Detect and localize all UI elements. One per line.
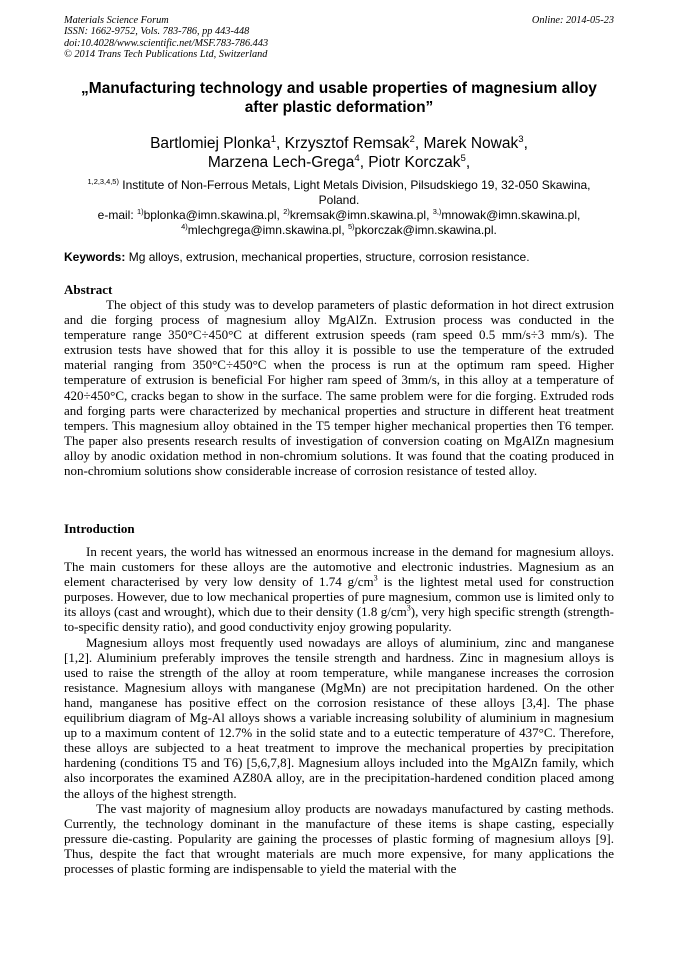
paragraph-text: In recent years, the world has witnessed an enormous increase in the demand for magnesium alloys. The main customers for these alloys are the automotive and electronic industries. Magnesium as an element characterised by very low density of 1.74 g/cm [64,544,614,590]
email-mark: 4) [181,222,188,231]
email-mark: 1) [137,207,144,216]
author-mark: 2 [409,133,415,145]
introduction-body [64,544,614,876]
affiliation-block [64,178,614,238]
email-label: e-mail: [97,208,137,222]
keywords-text: Mg alloys, extrusion, mechanical properties, structure, corrosion resistance. [125,250,530,264]
keywords-label: Keywords: [64,250,126,264]
intro-paragraph-2: Magnesium alloys most frequently used nowadays are alloys of aluminium, zinc and manganese [1,2]. Aluminium preferably improves the tensile strength and hardness. Zinc in magnesium alloys is used to raise the strength of the alloy at room temperature, while manganese increases the corrosion resistance. Magnesium alloys with manganese (MgMn) are not precipitation hardened. On the other hand, manganese has positive effect on the corrosion resistance of these alloys [3,4]. The phase equilibrium diagram of Mg-Al alloys shows a variable increasing solubility of aluminium in magnesium up to a maximum content of 12.7% in the solid state and to a eutectic temperature of 437°C. Therefore, these alloys are subjected to a heat treatment to improve the mechanical properties by precipitation hardening (conditions T5 and T6) [5,6,7,8]. Magnesium alloys included into the MgAlZn family, which also incorporates the examined AZ80A alloy, are in the precipitation-hardened condition placed among the alloys of the highest strength. [64,634,614,801]
author-line-2 [64,153,614,172]
email-address: bplonka@imn.skawina.pl, [143,208,284,222]
author-mark: 3 [518,133,524,145]
paper-title [64,80,614,117]
title-line-2: after plastic deformation” [244,98,434,116]
email-line-1 [64,208,614,223]
abstract-body [64,297,614,478]
affiliation-line [64,178,614,193]
paragraph-text: is the lightest metal used for construction purposes. However, due to low mechanical properties of pure magnesium, common use is limited only to its alloys (cast and wrought), which due to their density (1.8 g/cm [64,574,614,620]
email-mark: 3,) [432,207,442,216]
abstract-heading: Abstract [64,282,113,297]
journal-name: Materials Science Forum [64,15,169,26]
author-name: Bartlomiej Plonka [150,135,271,152]
superscript: 3 [373,573,378,583]
email-address: mlechgrega@imn.skawina.pl, [187,223,348,237]
author-separator: , [465,154,471,171]
author-separator: , [523,135,528,152]
superscript: 3 [406,604,411,614]
author-name: , Marek Nowak [414,135,519,152]
author-name: Marzena Lech-Grega [207,154,355,171]
intro-paragraph-1 [64,544,614,635]
author-name: , Piotr Korczak [359,154,461,171]
author-mark: 5 [460,152,466,164]
email-mark: 2) [283,207,290,216]
affiliation-country: Poland. [318,193,360,207]
issn-line: ISSN: 1662-9752, Vols. 783-786, pp 443-448 [64,26,250,38]
keywords [64,250,614,265]
paper-page [64,0,614,959]
email-mark: 5) [348,222,355,231]
email-line-2 [64,223,614,238]
title-line-1: „Manufacturing technology and usable properties of magnesium alloy [81,80,597,97]
email-address: pkorczak@imn.skawina.pl. [354,223,497,237]
copyright-line: © 2014 Trans Tech Publications Ltd, Switzerland [64,48,268,60]
author-list [64,134,614,172]
author-mark: 4 [354,152,360,164]
affiliation-text: Institute of Non-Ferrous Metals, Light Metals Division, Pilsudskiego 19, 32-050 Skawina, [118,178,591,192]
affiliation-mark: 1,2,3,4,5) [87,177,119,186]
author-mark: 1 [270,133,277,145]
email-address: mnowak@imn.skawina.pl, [441,208,581,222]
author-line-1 [64,134,614,153]
paragraph-text: ), very high specific strength (strength-to-specific density ratio), and good conductivity enjoy growing popularity. [64,604,614,635]
online-date: Online: 2014-05-23 [531,15,614,26]
email-address: kremsak@imn.skawina.pl, [289,208,433,222]
journal-header [64,15,614,60]
doi-line: doi:10.4028/www.scientific.net/MSF.783-786.443 [64,37,269,49]
intro-paragraph-3: The vast majority of magnesium alloy products are nowadays manufactured by casting methods. Currently, the technology dominant in the manufacture of these items is shape casting, especially pressure die-casting. Popularity are gaining the processes of plastic forming of magnesium alloys [9]. Thus, despite the fact that wrought materials are much more expensive, for many applications the processes of plastic forming are indispensable to yield the material with the [64,800,614,876]
abstract-paragraph: The object of this study was to develop parameters of plastic deformation in hot direct extrusion and die forging process of magnesium alloy MgAlZn. Extrusion process was conducted in the temperature range 350°C÷450°C at different extrusion speeds (ram speed 0.5 mm/s÷3 mm/s). The extrusion tests have showed that for this alloy it is possible to use the temperature of the extruded material ranging from 350°C÷450°C when the process is run at the optimum ram speed. Higher temperature of extrusion is beneficial For higher ram speed of 3mm/s, in this alloy at a temperature of 420÷450°C, cracks began to show in the surface. The same problem were for die forging. Extruded rods and forging parts were characterized by mechanical properties and structure in different heat treatment tempers. This magnesium alloy obtained in the T5 temper higher mechanical properties then T6 temper. The paper also presents research results of investigation of conversion coating on MgAlZn magnesium alloy by anodic oxidation method in non-chromium solutions. It was found that the coating produced in non-chromium solutions show considerable increase of corrosion resistance of tested alloy. [64,297,614,479]
introduction-heading: Introduction [64,521,135,536]
author-name: , Krzysztof Remsak [276,135,410,152]
